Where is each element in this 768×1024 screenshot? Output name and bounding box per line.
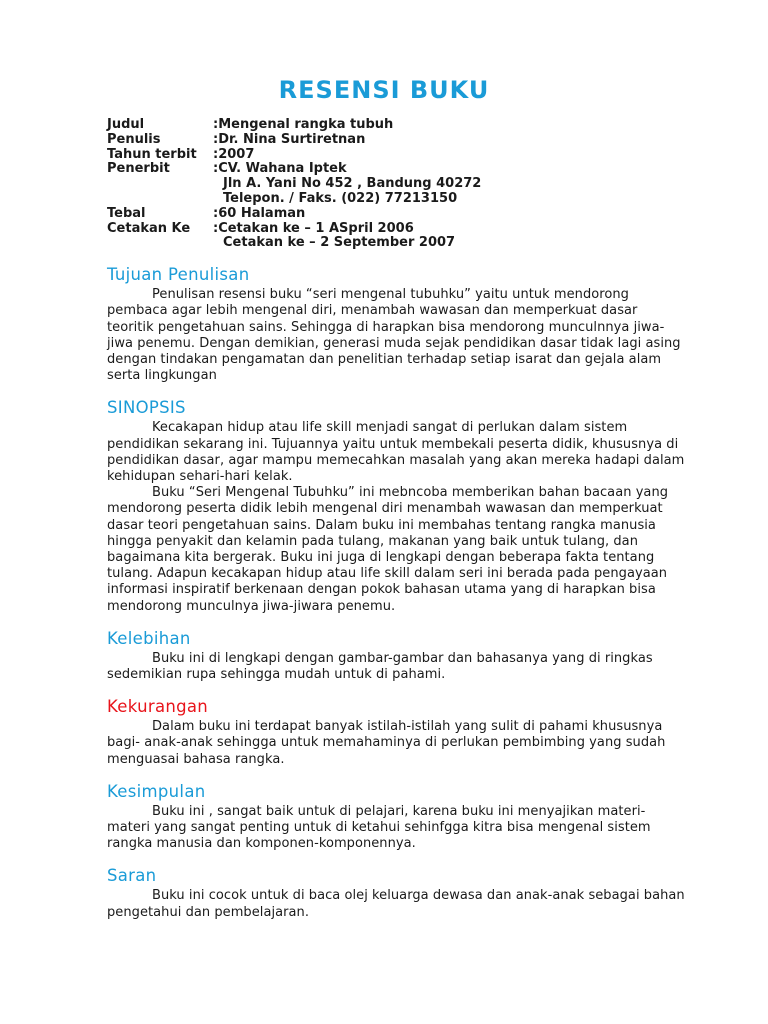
section-heading: Kesimpulan [107, 781, 206, 801]
section-kesimpulan [107, 782, 688, 853]
section-heading: SINOPSIS [107, 398, 186, 418]
section-saran [107, 866, 688, 920]
paragraph: Buku ini , sangat baik untuk di pelajari, karena buku ini menyajikan materi-materi yang sangat penting untuk di ketahui sehinfgga kitra bisa mengenal sistem rangka manusia dan komponen-komponennya. [107, 803, 651, 852]
info-value: :Mengenal rangka tubuh [213, 117, 394, 132]
info-continuation: Telepon. / Faks. (022) 77213150 [223, 190, 458, 206]
paragraph: Buku ini di lengkapi dengan gambar-gambar dan bahasanya yang di ringkas sedemikian rupa sehingga mudah untuk di pahami. [107, 650, 653, 683]
info-label: Tahun terbit [107, 146, 197, 162]
info-label: Penerbit [107, 161, 170, 177]
section-heading: Tujuan Penulisan [107, 265, 250, 285]
paragraph: Dalam buku ini terdapat banyak istilah-istilah yang sulit di pahami khususnya bagi- anak-anak sehingga untuk memahaminya di perlukan pembimbing yang sudah menguasai bahasa rangka. [107, 719, 666, 767]
info-row-penerbit [107, 162, 688, 177]
info-label: Judul [107, 117, 145, 132]
info-value: :2007 [213, 146, 255, 162]
paragraph: Kecakapan hidup atau life skill menjadi sangat di perlukan dalam sistem pendidikan sekarang ini. Tujuannya yaitu untuk membekali peserta didik, khususnya di pendidikan dasar, agar mampu memecahkan masalah yang akan mereka hadapi dalam kehidupan sehari-hari kelak. [107, 420, 685, 484]
section-sinopsis [107, 398, 688, 614]
paragraph: Buku ini cocok untuk di baca olej keluarga dewasa dan anak-anak sebagai bahan pengetahui dan pembelajaran. [107, 888, 685, 920]
book-info [107, 118, 688, 251]
section-heading: Kelebihan [107, 628, 191, 648]
info-value: :CV. Wahana Iptek [213, 161, 347, 177]
info-label: Cetakan Ke [107, 220, 191, 236]
section-heading: Saran [107, 866, 157, 886]
section-heading: Kekurangan [107, 697, 209, 717]
section-tujuan [107, 265, 688, 384]
info-row-tebal [107, 207, 688, 222]
section-kekurangan [107, 697, 688, 768]
info-continuation: Jln A. Yani No 452 , Bandung 40272 [223, 176, 482, 192]
info-continuation: Cetakan ke – 2 September 2007 [223, 235, 456, 251]
info-row-tahun [107, 148, 688, 163]
section-kelebihan [107, 629, 688, 683]
info-label: Penulis [107, 131, 161, 147]
info-label: Tebal [107, 205, 146, 221]
info-row-penulis [107, 133, 688, 148]
info-value: :60 Halaman [213, 205, 306, 221]
info-value: :Cetakan ke – 1 ASpril 2006 [213, 220, 414, 236]
info-row-cetakan [107, 222, 688, 237]
info-value: :Dr. Nina Surtiretnan [213, 131, 366, 147]
paragraph: Buku “Seri Mengenal Tubuhku” ini mebncoba memberikan bahan bacaan yang mendorong peserta didik lebih mengenal diri menambah wawasan dan memperkuat dasar teori pengetahuan sains. Dalam buku ini membahas tentang rangka manusia hingga penyakit dan kelamin pada tulang, makanan yang baik untuk tulang, dan bagaimana kita bergerak. Buku ini juga di lengkapi dengan beberapa fakta tentang tulang. Adapun kecakapan hidup atau life skill dalam seri ini berada pada pengayaan informasi inspiratif berkenaan dengan pokok bahasan utama yang di harapkan bisa mendorong munculnya jiwa-jiwara penemu. [107, 485, 669, 614]
paragraph: Penulisan resensi buku “seri mengenal tubuhku” yaitu untuk mendorong pembaca agar lebih mengenal diri, menambah wawasan dan memperkuat dasar teoritik pengetahuan sains. Sehingga di harapkan bisa mendorong munculnnya jiwa-jiwa penemu. Dengan demikian, generasi muda sejak pendidikan dasar tidak lagi asing dengan tindakan pengamatan dan penelitian terhadap setiap isarat dan gejala alam serta lingkungan [107, 287, 681, 384]
document-title: RESENSI BUKU [278, 76, 490, 104]
info-row-judul [107, 118, 688, 133]
